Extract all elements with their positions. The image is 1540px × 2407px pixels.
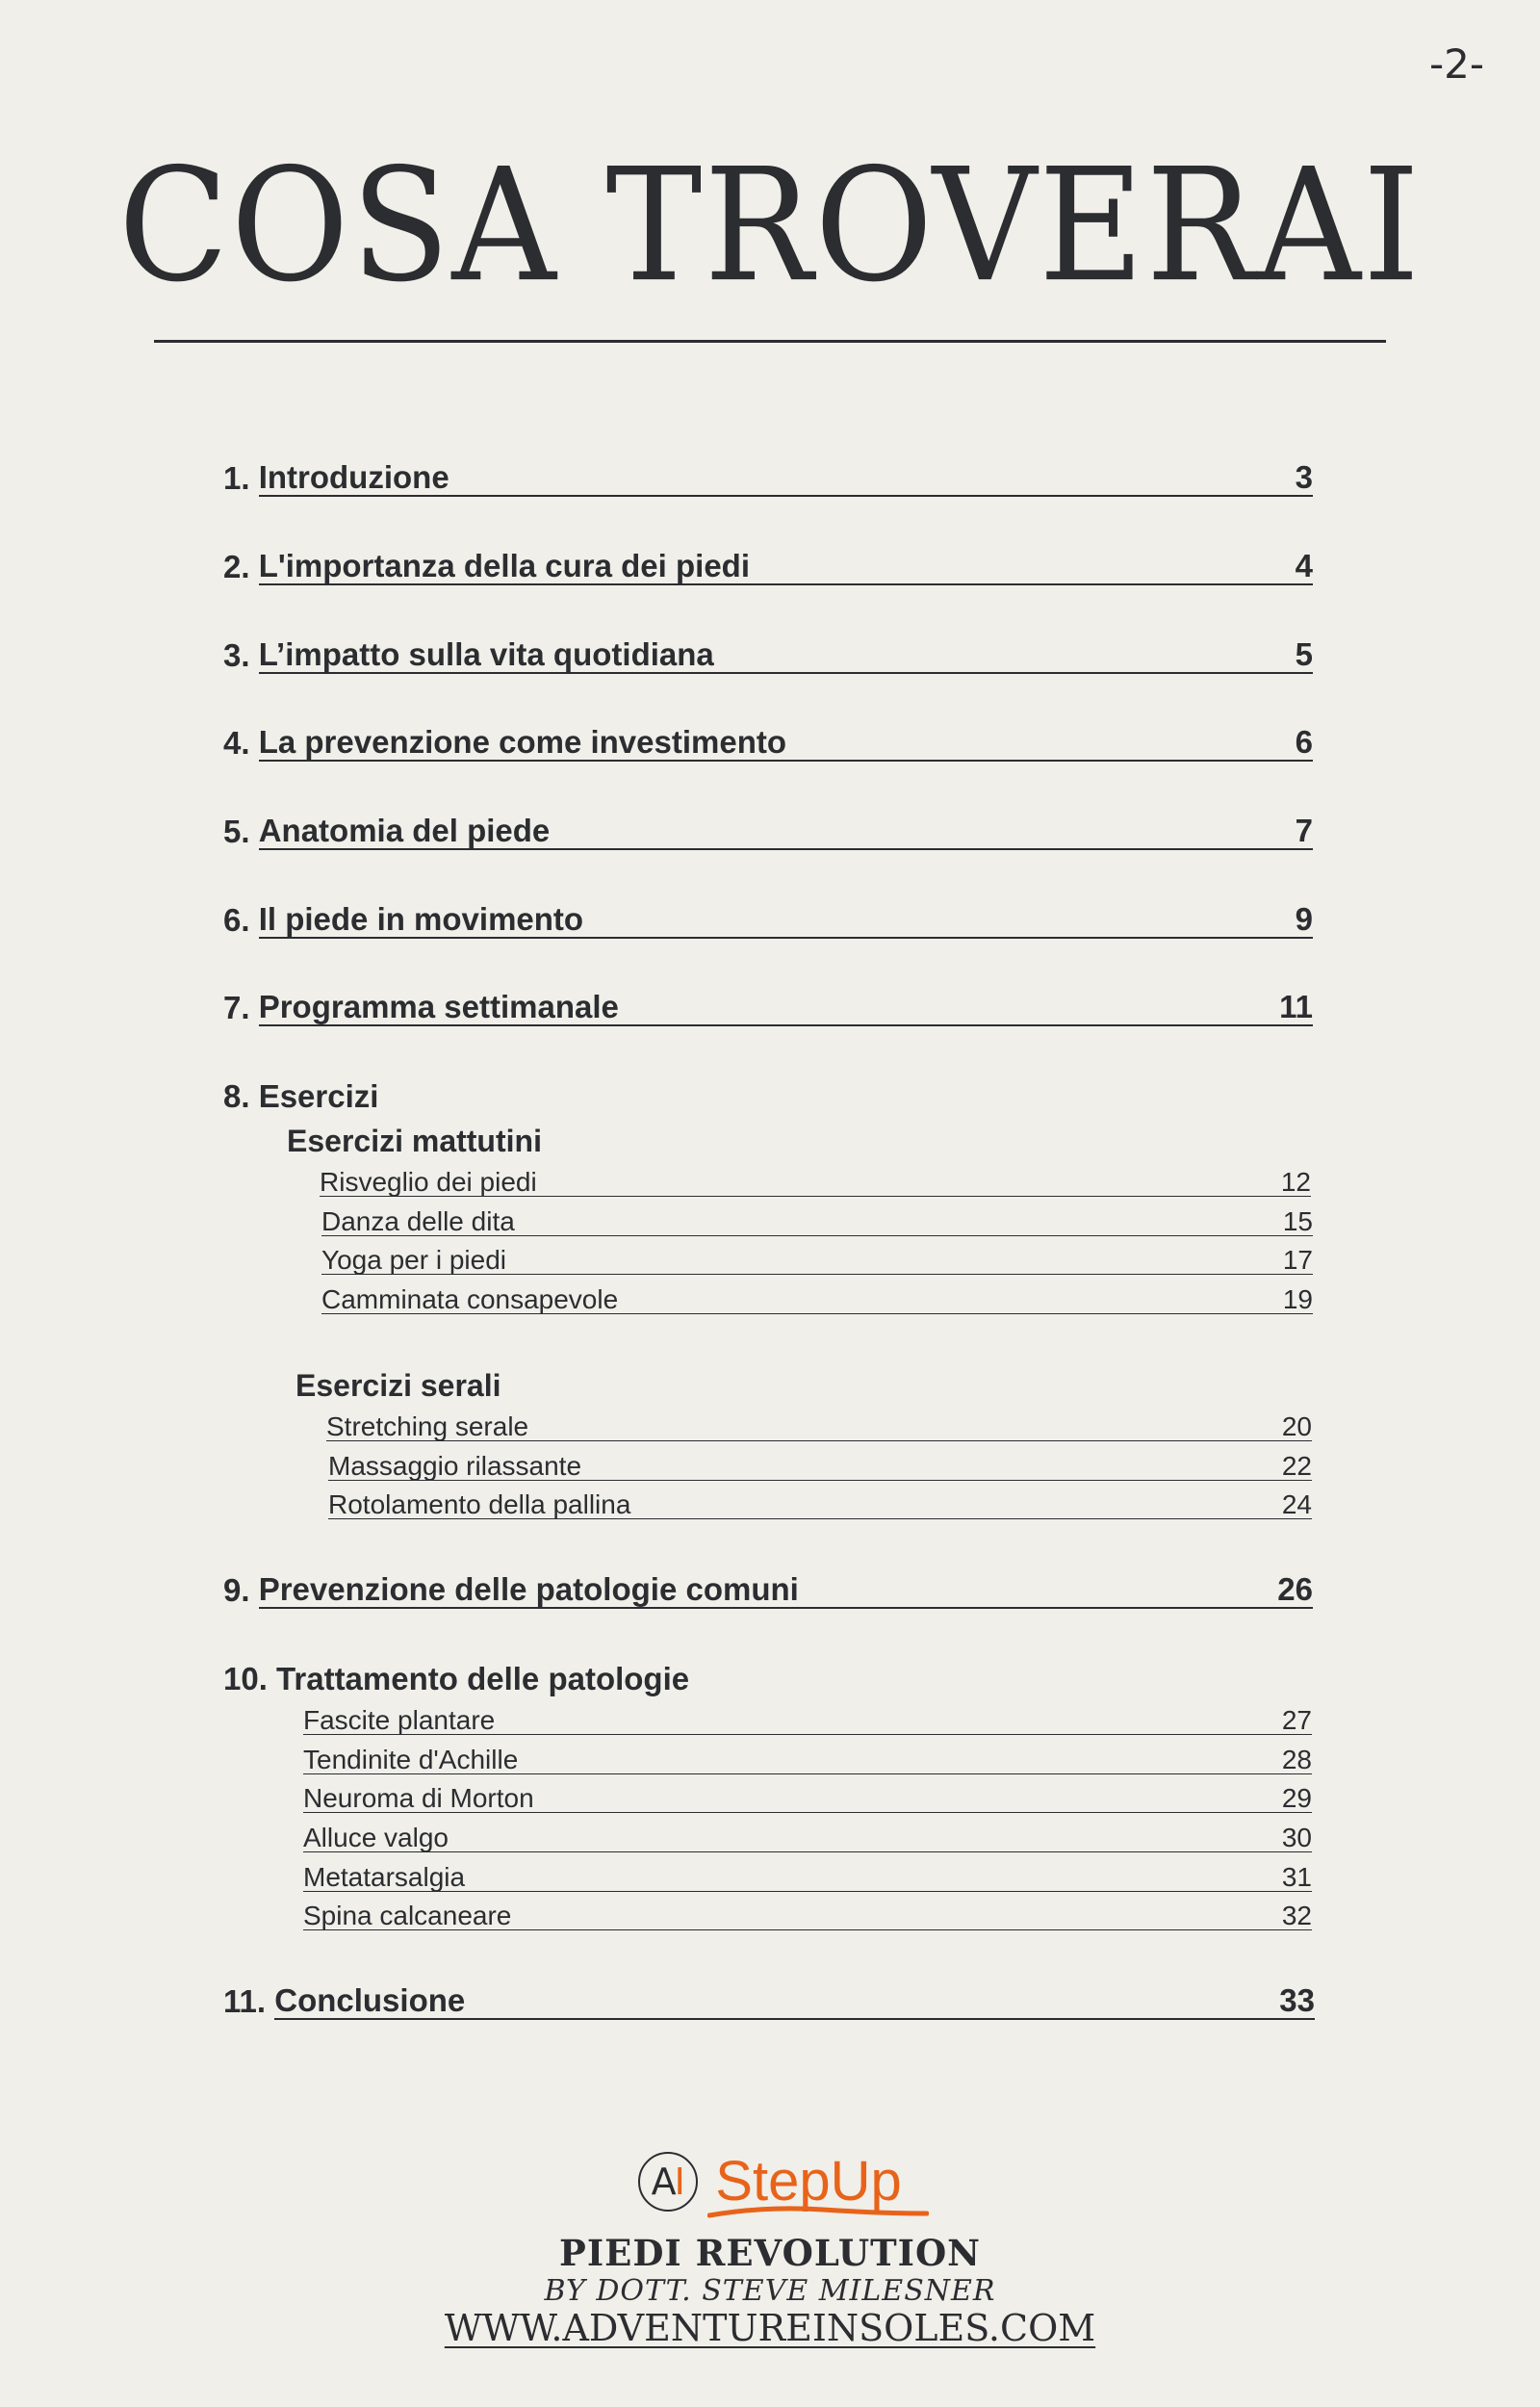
toc-entry-label[interactable]: Programma settimanale <box>258 989 619 1025</box>
toc-subentry-page: 24 <box>1281 1489 1312 1519</box>
toc-subentry-label[interactable]: Spina calcaneare <box>303 1901 512 1930</box>
brand-name: PIEDI REVOLUTION <box>559 2232 981 2274</box>
toc-entry-label[interactable]: Anatomia del piede <box>258 813 551 849</box>
toc-subentry-page: 17 <box>1282 1245 1313 1275</box>
toc-subentry-page: 22 <box>1281 1451 1312 1481</box>
toc-entry-conclusione[interactable] <box>223 1983 1315 2020</box>
toc-entry-number: 9. <box>223 1572 259 1608</box>
toc-subheading-serali: Esercizi serali <box>295 1368 501 1403</box>
toc-subentry[interactable] <box>303 1746 1312 1774</box>
toc-entry-number: 11. <box>223 1983 275 2019</box>
toc-subentry-page: 30 <box>1281 1823 1312 1852</box>
toc-entry-label[interactable]: Conclusione <box>274 1982 466 2019</box>
toc-entry-page: 5 <box>1295 636 1313 673</box>
toc-subentry-label[interactable]: Alluce valgo <box>303 1823 449 1852</box>
toc-entry-page: 9 <box>1295 901 1313 938</box>
toc-subentry-label[interactable]: Rotolamento della pallina <box>328 1489 631 1519</box>
toc-entry-anatomia[interactable] <box>223 814 1313 850</box>
toc-subentry[interactable] <box>328 1452 1312 1481</box>
toc-entry-prevenzione[interactable] <box>223 725 1313 762</box>
toc-subentry[interactable] <box>303 1824 1312 1852</box>
toc-entry-movimento[interactable] <box>223 902 1313 939</box>
logo-swoosh-icon <box>707 2202 929 2221</box>
author-credit: BY DOTT. STEVE MILESNER <box>544 2274 996 2308</box>
toc-subentry-page: 29 <box>1281 1783 1312 1813</box>
toc-entry-label[interactable]: Prevenzione delle patologie comuni <box>258 1571 799 1608</box>
footer-logo <box>0 2152 1540 2212</box>
logo-badge-icon: A I <box>638 2152 698 2212</box>
toc-entry-number: 1. <box>223 460 259 496</box>
toc-entry-page: 7 <box>1295 813 1313 849</box>
toc-subentry-page: 32 <box>1281 1901 1312 1930</box>
toc-entry-label[interactable]: Introduzione <box>258 459 449 496</box>
toc-entry-page: 11 <box>1279 989 1313 1025</box>
toc-subentry-page: 19 <box>1282 1284 1313 1314</box>
page-number: -2- <box>1428 40 1484 88</box>
toc-subentry[interactable] <box>303 1902 1312 1930</box>
toc-subentry[interactable] <box>328 1490 1312 1519</box>
toc-subentry-page: 28 <box>1281 1745 1312 1774</box>
toc-subentry-page: 15 <box>1282 1206 1313 1236</box>
toc-entry-number: 5. <box>223 814 259 849</box>
toc-entry-label[interactable]: Il piede in movimento <box>258 901 584 938</box>
toc-subentry[interactable] <box>303 1863 1312 1892</box>
toc-subentry[interactable] <box>321 1246 1313 1275</box>
toc-subentry[interactable] <box>303 1706 1312 1735</box>
toc-entry-importanza[interactable] <box>223 549 1313 585</box>
toc-entry-page: 4 <box>1295 548 1313 584</box>
toc-entry-label[interactable]: L'importanza della cura dei piedi <box>258 548 750 584</box>
toc-subentry-label[interactable]: Fascite plantare <box>303 1705 496 1735</box>
toc-subheading-mattutini: Esercizi mattutini <box>287 1124 542 1158</box>
toc-entry-page: 3 <box>1295 459 1313 496</box>
toc-subentry-label[interactable]: Massaggio rilassante <box>328 1451 582 1481</box>
toc-entry-number: 6. <box>223 902 259 938</box>
toc-heading-esercizi: 8. Esercizi <box>223 1078 379 1114</box>
toc-heading-trattamento: 10. Trattamento delle patologie <box>223 1661 690 1696</box>
toc-entry-introduzione[interactable] <box>223 460 1313 497</box>
toc-subentry[interactable] <box>320 1168 1311 1197</box>
toc-entry-page: 26 <box>1277 1571 1313 1608</box>
page-title: COSA TROVERAI <box>117 136 1423 317</box>
toc-subentry-label[interactable]: Yoga per i piedi <box>321 1245 507 1275</box>
toc-subentry[interactable] <box>321 1285 1313 1314</box>
toc-subentry-page: 27 <box>1281 1705 1312 1735</box>
toc-entry-impatto[interactable] <box>223 637 1313 674</box>
toc-entry-patologie-comuni[interactable] <box>223 1572 1313 1609</box>
toc-subentry-page: 31 <box>1281 1862 1312 1892</box>
toc-subentry[interactable] <box>321 1207 1313 1236</box>
toc-subentry-label[interactable]: Metatarsalgia <box>303 1862 466 1892</box>
toc-entry-page: 33 <box>1279 1982 1315 2019</box>
toc-subentry-label[interactable]: Neuroma di Morton <box>303 1783 534 1813</box>
toc-subentry-label[interactable]: Tendinite d'Achille <box>303 1745 519 1774</box>
toc-entry-page: 6 <box>1295 724 1313 761</box>
title-divider <box>154 340 1386 343</box>
toc-subentry-page: 20 <box>1281 1411 1312 1441</box>
toc-entry-number: 7. <box>223 990 259 1025</box>
toc-subentry-label[interactable]: Danza delle dita <box>321 1206 515 1236</box>
toc-entry-programma[interactable] <box>223 990 1313 1026</box>
toc-subentry-label[interactable]: Stretching serale <box>326 1411 529 1441</box>
website-link[interactable]: WWW.ADVENTUREINSOLES.COM <box>444 2307 1096 2349</box>
toc-entry-number: 2. <box>223 549 259 584</box>
toc-entry-label[interactable]: La prevenzione come investimento <box>258 724 787 761</box>
toc-subentry-label[interactable]: Risveglio dei piedi <box>320 1167 537 1197</box>
toc-entry-number: 3. <box>223 637 259 673</box>
toc-subentry-page: 12 <box>1280 1167 1311 1197</box>
toc-subentry[interactable] <box>326 1412 1312 1441</box>
toc-entry-label[interactable]: L’impatto sulla vita quotidiana <box>258 636 714 673</box>
toc-subentry-label[interactable]: Camminata consapevole <box>321 1284 619 1314</box>
toc-entry-number: 4. <box>223 725 259 761</box>
logo-wordmark: StepUp <box>715 2154 901 2210</box>
toc-subentry[interactable] <box>303 1784 1312 1813</box>
